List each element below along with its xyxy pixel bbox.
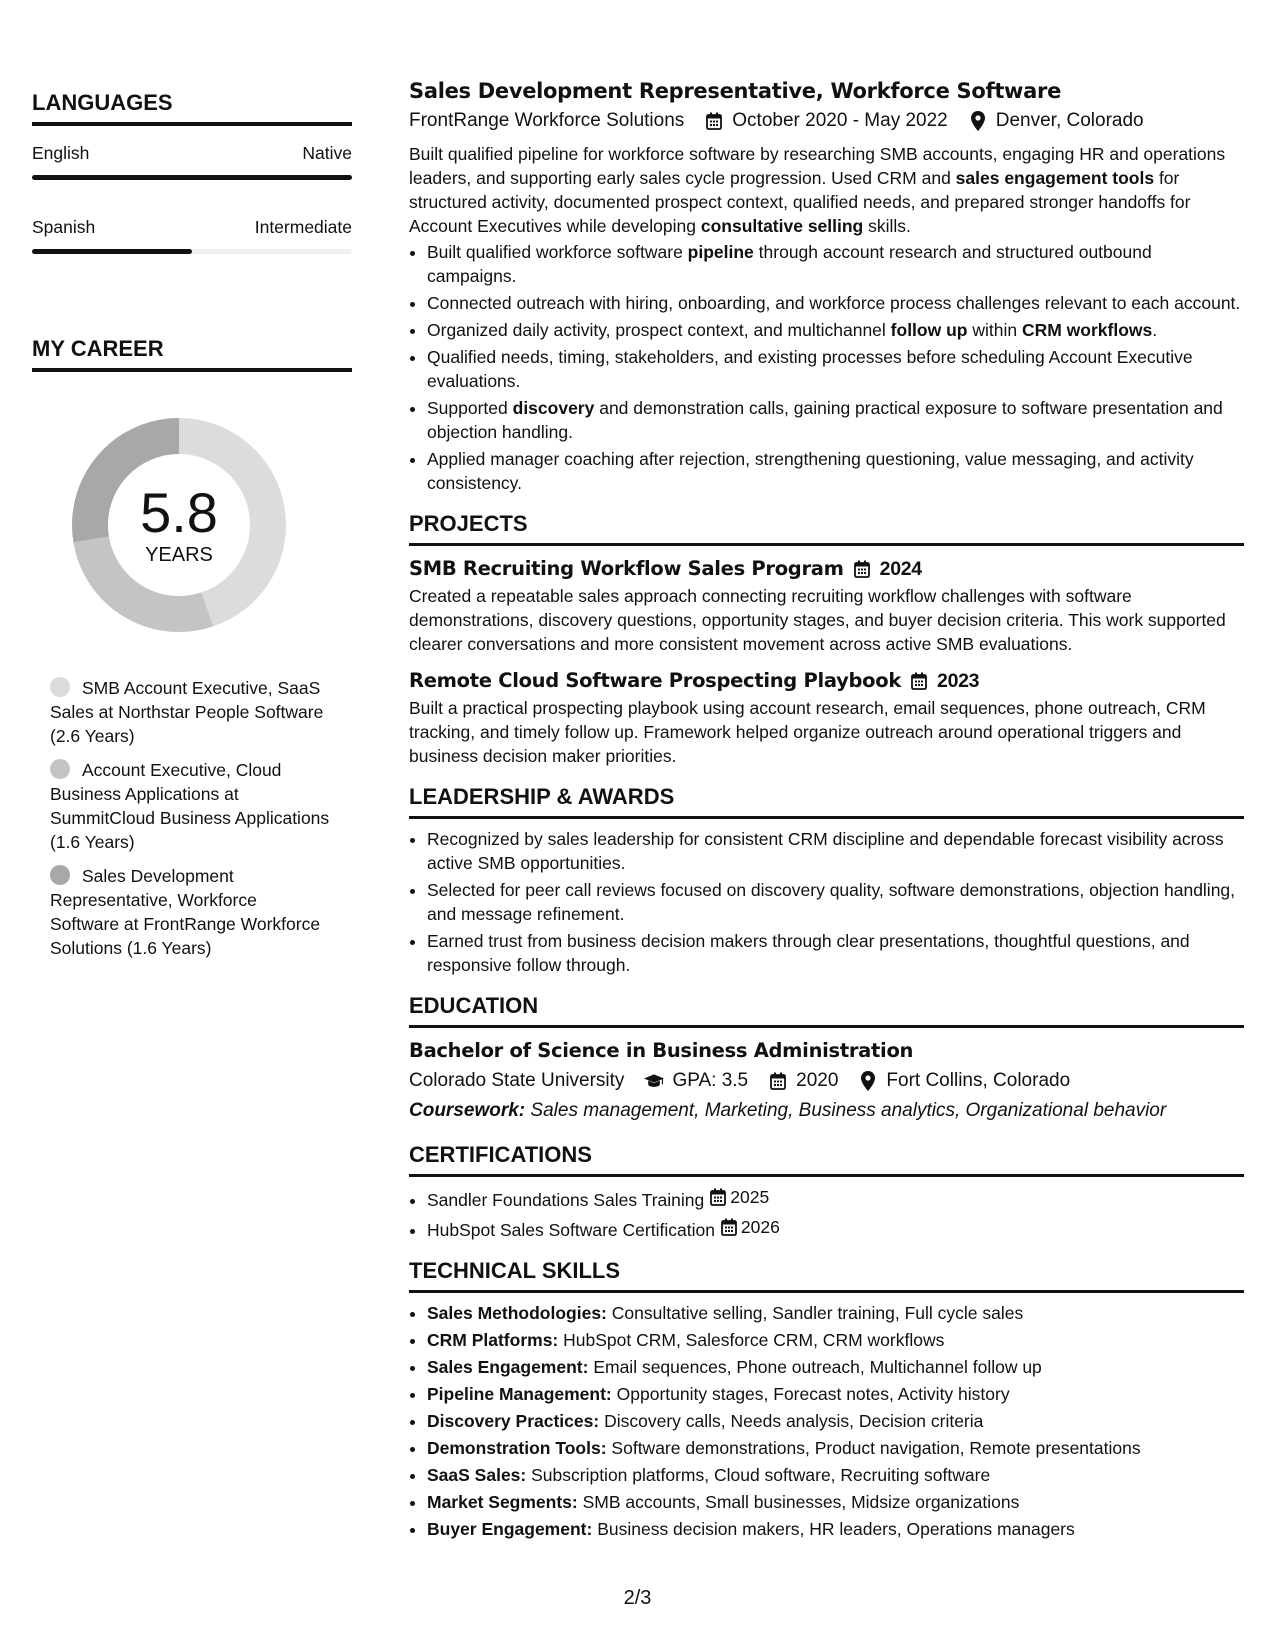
skill-item (427, 1328, 1244, 1352)
certification-year-text: 2025 (730, 1187, 770, 1207)
job-bullet (427, 396, 1244, 444)
job-dates: October 2020 - May 2022 (732, 110, 948, 131)
skill-item (427, 1382, 1244, 1406)
project-title-row (409, 666, 1244, 696)
graduation-year: 2020 (796, 1070, 839, 1091)
calendar-icon (704, 111, 724, 131)
certifications-list (409, 1185, 1244, 1242)
skill-item (427, 1517, 1244, 1541)
language-proficiency-fill (32, 175, 352, 180)
education-meta (409, 1066, 1244, 1096)
school-name: Colorado State University (409, 1070, 625, 1091)
project-year: 2023 (937, 670, 980, 692)
job-bullet (427, 447, 1244, 495)
leadership-list (409, 827, 1244, 977)
certifications-title: CERTIFICATIONS (409, 1142, 592, 1167)
skills-rule (409, 1290, 1244, 1293)
skill-label: Sales Engagement: (427, 1357, 589, 1377)
skill-label: Sales Methodologies: (427, 1303, 607, 1323)
skill-value: Subscription platforms, Cloud software, Recruiting software (531, 1465, 991, 1485)
bold-text: sales engagement tools (955, 168, 1155, 188)
certification-year (721, 1215, 780, 1239)
job-summary (409, 142, 1244, 238)
graduation-cap-icon (644, 1071, 664, 1091)
bold-text: CRM workflows (1021, 320, 1153, 340)
job-bullet (427, 318, 1244, 342)
text-run: for structured activity, documented prospect context, qualified needs, and prepared stronger handoffs for Account Executives while developing (409, 168, 1191, 236)
projects-rule (409, 543, 1244, 546)
certification-item (427, 1215, 1244, 1242)
language-name: Spanish (32, 217, 96, 237)
company-name: FrontRange Workforce Solutions (409, 110, 685, 131)
skill-value: Software demonstrations, Product navigation, Remote presentations (611, 1438, 1141, 1458)
skill-label: CRM Platforms: (427, 1330, 559, 1350)
education-title: EDUCATION (409, 993, 539, 1018)
skill-item (427, 1301, 1244, 1325)
skill-item (427, 1409, 1244, 1433)
skill-value: Opportunity stages, Forecast notes, Activity history (616, 1384, 1010, 1404)
location-pin-icon (968, 111, 988, 131)
text-run: Qualified needs, timing, stakeholders, and existing processes before scheduling Account Executive evaluations. (427, 347, 1193, 391)
skill-value: Consultative selling, Sandler training, Full cycle sales (611, 1303, 1024, 1323)
leadership-item: • Selected for peer call reviews focused on discovery quality, software demonstrations, objection handling, and message refinement. (427, 878, 1244, 926)
skill-label: Buyer Engagement: (427, 1519, 593, 1539)
skill-label: Demonstration Tools: (427, 1438, 607, 1458)
career-total-unit: YEARS (145, 544, 213, 566)
project-description: Built a practical prospecting playbook using account research, email sequences, phone outreach, CRM tracking, and timely follow up. Framework helped organize outreach around operational triggers and business decision maker priorities. (409, 698, 1206, 766)
project-entry (409, 666, 1244, 768)
project-name: SMB Recruiting Workflow Sales Program (409, 557, 844, 580)
project-entry (409, 554, 1244, 656)
text-run: Supported (427, 398, 513, 418)
certifications-rule (409, 1174, 1244, 1177)
project-title-row (409, 554, 1244, 584)
skill-item (427, 1490, 1244, 1514)
job-meta (409, 106, 1244, 136)
coursework (409, 1096, 1244, 1126)
leadership-item: • Earned trust from business decision makers through clear presentations, thoughtful questions, and responsive follow through. (427, 929, 1244, 977)
location-pin-icon (858, 1071, 878, 1091)
experience-entry (409, 76, 1244, 495)
career-title: MY CAREER (32, 336, 164, 361)
text-run: Applied manager coaching after rejection, strengthening questioning, value messaging, and activity consistency. (427, 449, 1194, 493)
main-content (409, 76, 1244, 1544)
career-donut-chart (64, 410, 294, 640)
bold-text: consultative selling (700, 216, 864, 236)
gpa: GPA: 3.5 (672, 1070, 749, 1091)
text-run: Built qualified workforce software (427, 242, 688, 262)
certification-year (710, 1185, 769, 1209)
projects-title: PROJECTS (409, 511, 528, 536)
projects-list (409, 554, 1244, 768)
calendar-icon (911, 672, 927, 690)
certification-item (427, 1185, 1244, 1212)
job-bullet (427, 345, 1244, 393)
skill-label: SaaS Sales: (427, 1465, 527, 1485)
leadership-title: LEADERSHIP & AWARDS (409, 784, 675, 809)
career-legend-item (50, 864, 330, 960)
bold-text: discovery (512, 398, 595, 418)
skill-value: SMB accounts, Small businesses, Midsize organizations (582, 1492, 1020, 1512)
certification-name: HubSpot Sales Software Certification (427, 1220, 715, 1240)
job-location: Denver, Colorado (995, 110, 1144, 131)
career-total-years: 5.8 (140, 481, 218, 544)
project-year: 2024 (879, 558, 922, 580)
languages-list (32, 142, 352, 254)
skill-item (427, 1355, 1244, 1379)
language-level: Native (302, 143, 352, 163)
career-legend-label: Account Executive, Cloud Business Applications at SummitCloud Business Applications (1.6 Years) (50, 760, 330, 852)
project-description: Created a repeatable sales approach connecting recruiting workflow challenges with software demonstrations, discovery questions, opportunity stages, and buyer decision criteria. This work supported clearer conversations and more consistent movement across active SMB evaluations. (409, 586, 1226, 654)
bold-text: follow up (890, 320, 968, 340)
job-bullet (427, 240, 1244, 288)
skills-list (409, 1301, 1244, 1541)
language-level: Intermediate (254, 217, 352, 237)
job-bullets (409, 240, 1244, 495)
certification-name: Sandler Foundations Sales Training (427, 1190, 705, 1210)
text-run: and demonstration calls, gaining practical exposure to software presentation and objection handling. (427, 398, 1223, 442)
sidebar (32, 88, 352, 970)
legend-dot-icon (50, 677, 70, 697)
leadership-rule (409, 816, 1244, 819)
language-name: English (32, 143, 90, 163)
job-bullet (427, 291, 1244, 315)
legend-dot-icon (50, 865, 70, 885)
coursework-list: Sales management, Marketing, Business analytics, Organizational behavior (530, 1100, 1167, 1121)
text-run: Connected outreach with hiring, onboarding, and workforce process challenges relevant to each account. (427, 293, 1241, 313)
school-location: Fort Collins, Colorado (886, 1070, 1071, 1091)
calendar-icon (768, 1071, 788, 1091)
text-run: Built qualified pipeline for workforce software by researching SMB accounts, engaging HR and operations leaders, and supporting early sales cycle progression. Used CRM and (409, 144, 1226, 188)
text-run: through account research and structured outbound campaigns. (427, 242, 1152, 286)
leadership-item: • Recognized by sales leadership for consistent CRM discipline and dependable forecast visibility across active SMB opportunities. (427, 827, 1244, 875)
degree-name: Bachelor of Science in Business Administration (409, 1039, 914, 1062)
skill-item (427, 1463, 1244, 1487)
text-run: . (1152, 320, 1158, 340)
skill-label: Market Segments: (427, 1492, 578, 1512)
skill-label: Pipeline Management: (427, 1384, 612, 1404)
language-row (32, 142, 352, 164)
languages-title: LANGUAGES (32, 90, 173, 115)
career-legend-label: Sales Development Representative, Workforce Software at FrontRange Workforce Solutions (1.6 Years) (50, 866, 321, 958)
legend-dot-icon (50, 759, 70, 779)
career-legend-item (50, 676, 330, 748)
text-run: Organized daily activity, prospect context, and multichannel (427, 320, 891, 340)
skill-value: Discovery calls, Needs analysis, Decision criteria (604, 1411, 984, 1431)
page-number: 2/3 (623, 1587, 652, 1609)
career-rule (32, 368, 352, 372)
career-legend-label: SMB Account Executive, SaaS Sales at Northstar People Software (2.6 Years) (50, 678, 324, 746)
language-proficiency-bar (32, 249, 352, 254)
career-legend-item (50, 758, 330, 854)
career-legend (50, 676, 330, 960)
bold-text: pipeline (687, 242, 754, 262)
donut-center (64, 410, 294, 640)
skill-value: HubSpot CRM, Salesforce CRM, CRM workflows (563, 1330, 945, 1350)
certification-year-text: 2026 (740, 1217, 780, 1237)
calendar-icon (710, 1188, 726, 1206)
skills-title: TECHNICAL SKILLS (409, 1258, 621, 1283)
skill-value: Email sequences, Phone outreach, Multichannel follow up (593, 1357, 1042, 1377)
languages-rule (32, 122, 352, 126)
language-row (32, 216, 352, 238)
calendar-icon (854, 560, 870, 578)
job-title: Sales Development Representative, Workforce Software (409, 79, 1062, 103)
text-run: within (967, 320, 1022, 340)
skill-value: Business decision makers, HR leaders, Operations managers (597, 1519, 1075, 1539)
coursework-label: Coursework: (409, 1100, 526, 1121)
education-rule (409, 1025, 1244, 1028)
language-proficiency-fill (32, 249, 192, 254)
project-name: Remote Cloud Software Prospecting Playbook (409, 669, 902, 692)
calendar-icon (721, 1218, 737, 1236)
text-run: skills. (863, 216, 911, 236)
skill-item (427, 1436, 1244, 1460)
language-proficiency-bar (32, 175, 352, 180)
skill-label: Discovery Practices: (427, 1411, 600, 1431)
